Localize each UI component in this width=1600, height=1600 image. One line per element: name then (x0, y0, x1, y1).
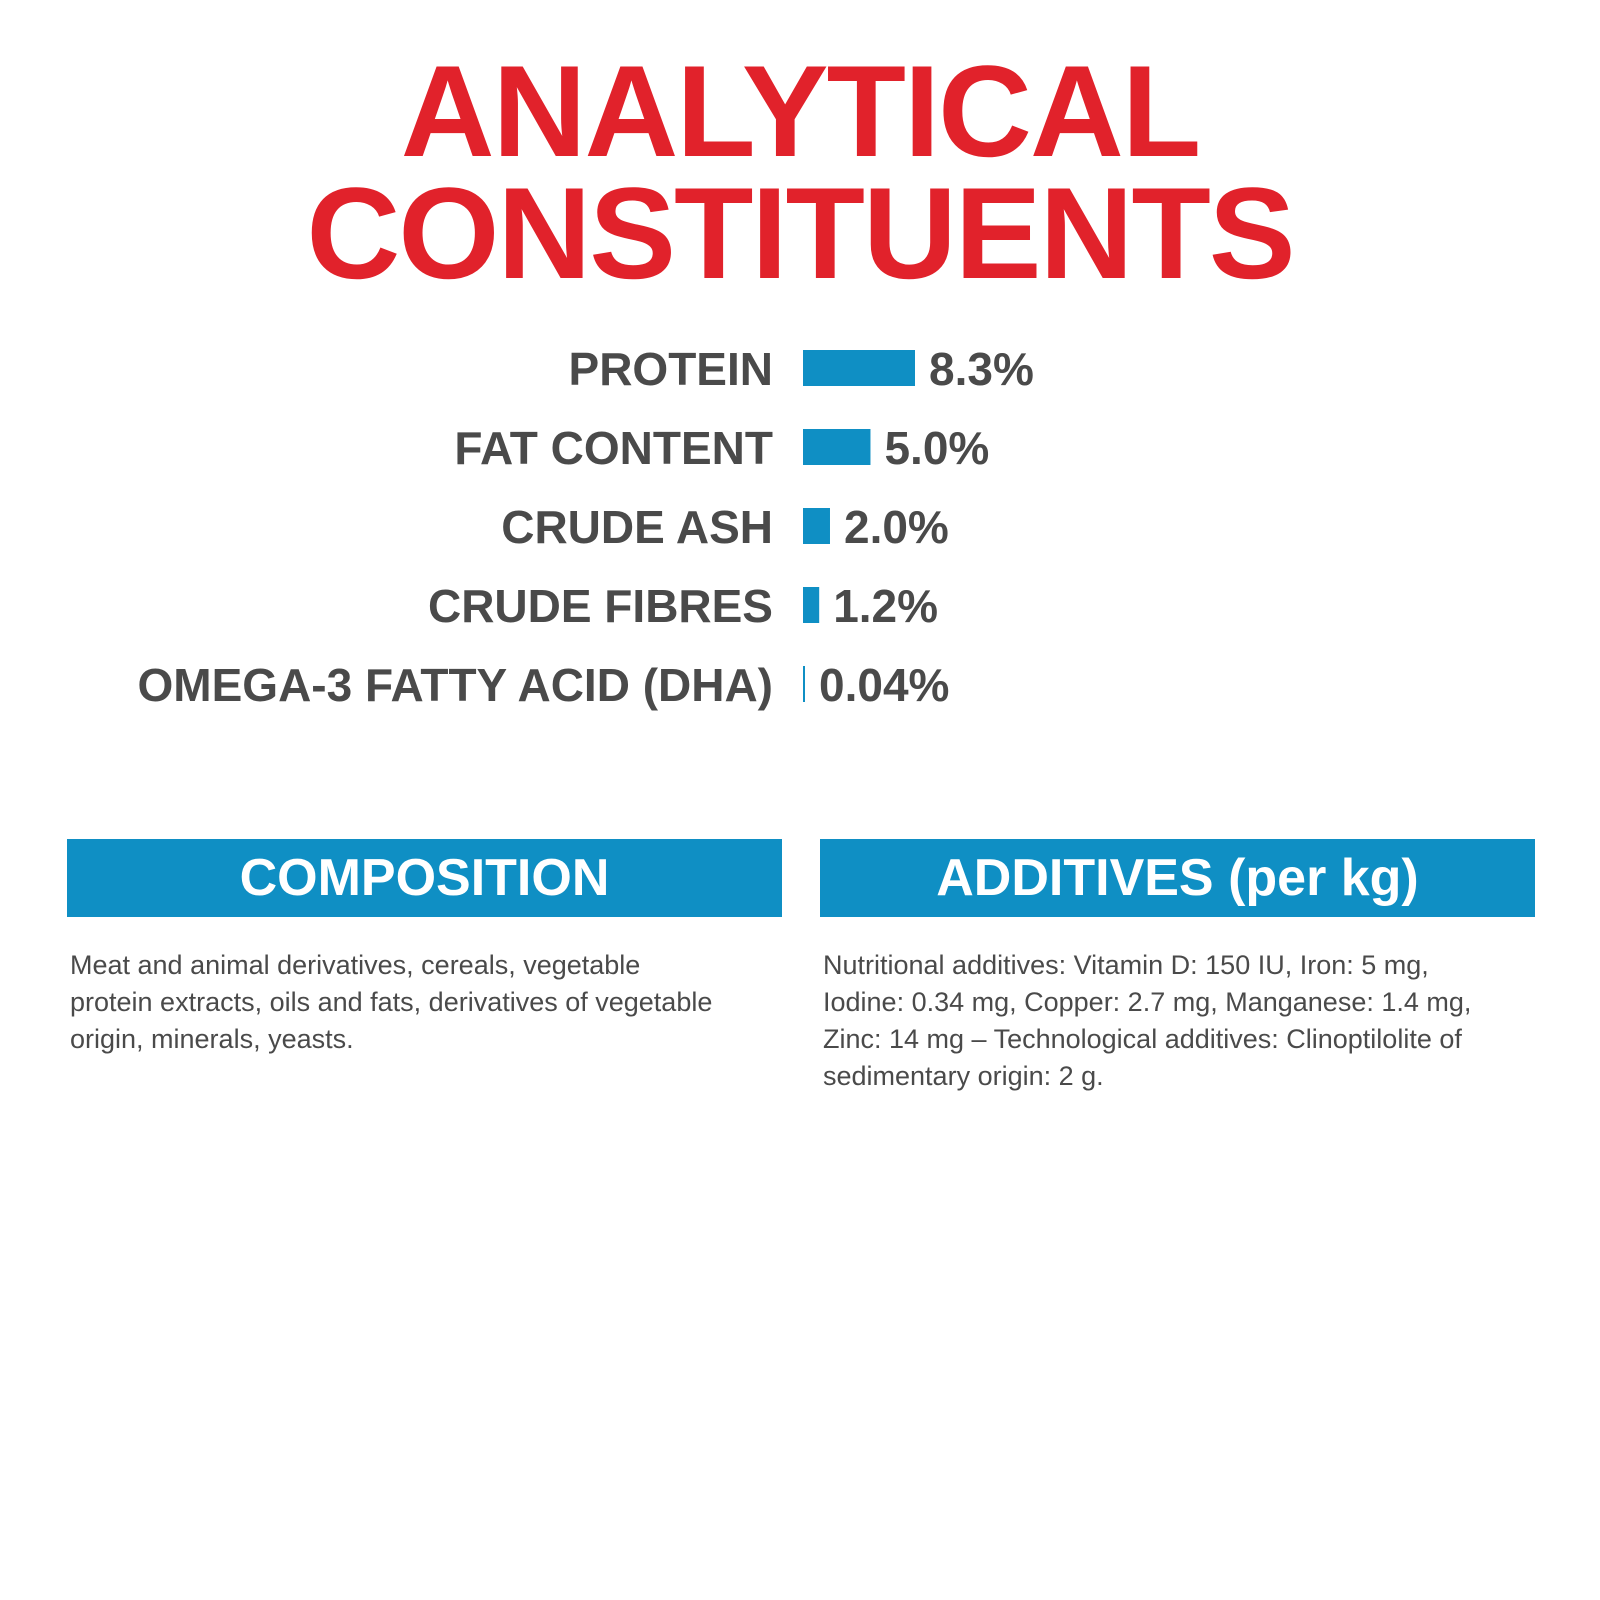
category-label: FAT CONTENT (454, 422, 773, 474)
value-label: 5.0% (884, 422, 990, 474)
composition-text: Meat and animal derivatives, cereals, vegetable protein extracts, oils and fats, derivatives of vegetable origin, minerals, yeasts. (70, 950, 713, 1054)
additives-heading: ADDITIVES (per kg) (820, 839, 1535, 917)
bar (803, 429, 870, 465)
composition-heading: COMPOSITION (67, 839, 782, 917)
category-label: CRUDE ASH (501, 501, 773, 553)
bar (803, 508, 830, 544)
value-label: 2.0% (843, 501, 949, 553)
title-line-2: CONSTITUENTS (306, 160, 1294, 306)
category-label: OMEGA-3 FATTY ACID (DHA) (137, 659, 773, 711)
category-label: PROTEIN (568, 343, 773, 395)
additives-text: Nutritional additives: Vitamin D: 150 IU, Iron: 5 mg, Iodine: 0.34 mg, Copper: 2.7 mg, Manganese: 1.4 mg, Zinc: 14 mg – Technological additives: Clinoptilolite of sedimentary origin: 2 g. (823, 950, 1472, 1091)
title-line-1: ANALYTICAL (400, 38, 1200, 184)
bar (803, 587, 819, 623)
category-label: CRUDE FIBRES (427, 580, 773, 632)
value-label: 0.04% (819, 659, 950, 711)
constituents-bar-chart (0, 320, 1600, 740)
bar (803, 666, 805, 702)
value-label: 1.2% (833, 580, 939, 632)
bar (803, 350, 915, 386)
value-label: 8.3% (929, 343, 1034, 395)
